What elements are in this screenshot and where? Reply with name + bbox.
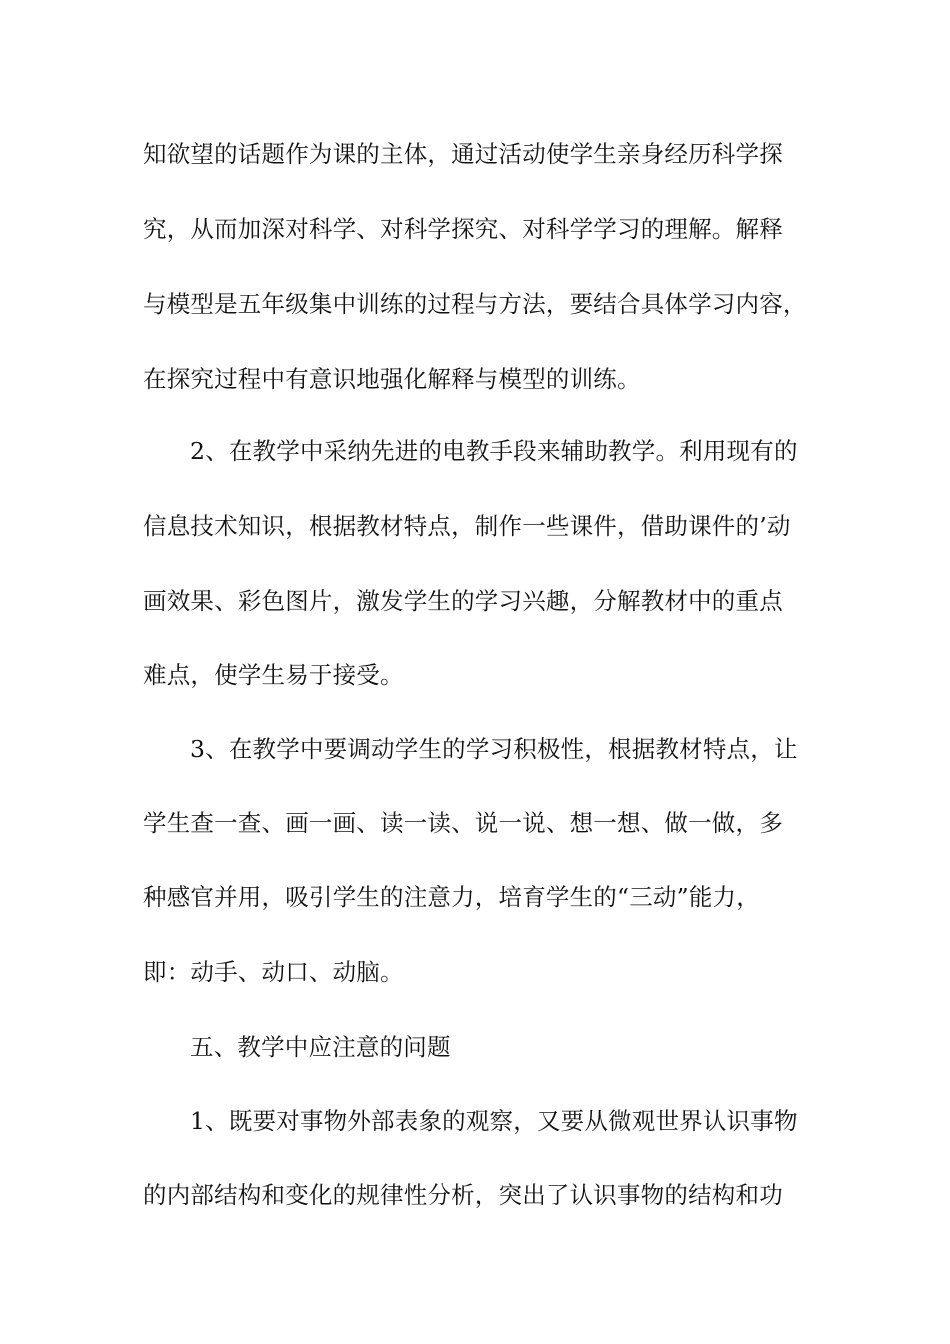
paragraph-line: 难点，使学生易于接受。 xyxy=(143,661,404,689)
paragraph-line: 画效果、彩色图片，激发学生的学习兴趣，分解教材中的重点 xyxy=(143,587,783,615)
paragraph-line: 究，从而加深对科学、对科学探究、对科学学习的理解。解释 xyxy=(143,215,783,243)
paragraph-line: 种感官并用，吸引学生的注意力，培育学生的“三动”能力， xyxy=(143,883,760,911)
paragraph-line: 知欲望的话题作为课的主体，通过活动使学生亲身经历科学探 xyxy=(143,140,783,168)
paragraph-line: 与模型是五年级集中训练的过程与方法，要结合具体学习内容， xyxy=(143,290,807,318)
paragraph-line: 2、在教学中采纳先进的电教手段来辅助教学。利用现有的 xyxy=(190,437,798,465)
paragraph-line: 信息技术知识，根据教材特点，制作一些课件，借助课件的’动 xyxy=(143,512,791,540)
paragraph-line: 即：动手、动口、动脑。 xyxy=(143,958,404,986)
paragraph-line: 的内部结构和变化的规律性分析，突出了认识事物的结构和功 xyxy=(143,1181,783,1209)
paragraph-line: 在探究过程中有意识地强化解释与模型的训练。 xyxy=(143,365,641,393)
paragraph-line: 学生查一查、画一画、读一读、说一说、想一想、做一做，多 xyxy=(143,809,783,837)
paragraph-line: 1、既要对事物外部表象的观察，又要从微观世界认识事物 xyxy=(190,1107,798,1135)
paragraph-line: 3、在教学中要调动学生的学习积极性，根据教材特点，让 xyxy=(190,735,798,763)
section-heading: 五、教学中应注意的问题 xyxy=(190,1033,451,1061)
